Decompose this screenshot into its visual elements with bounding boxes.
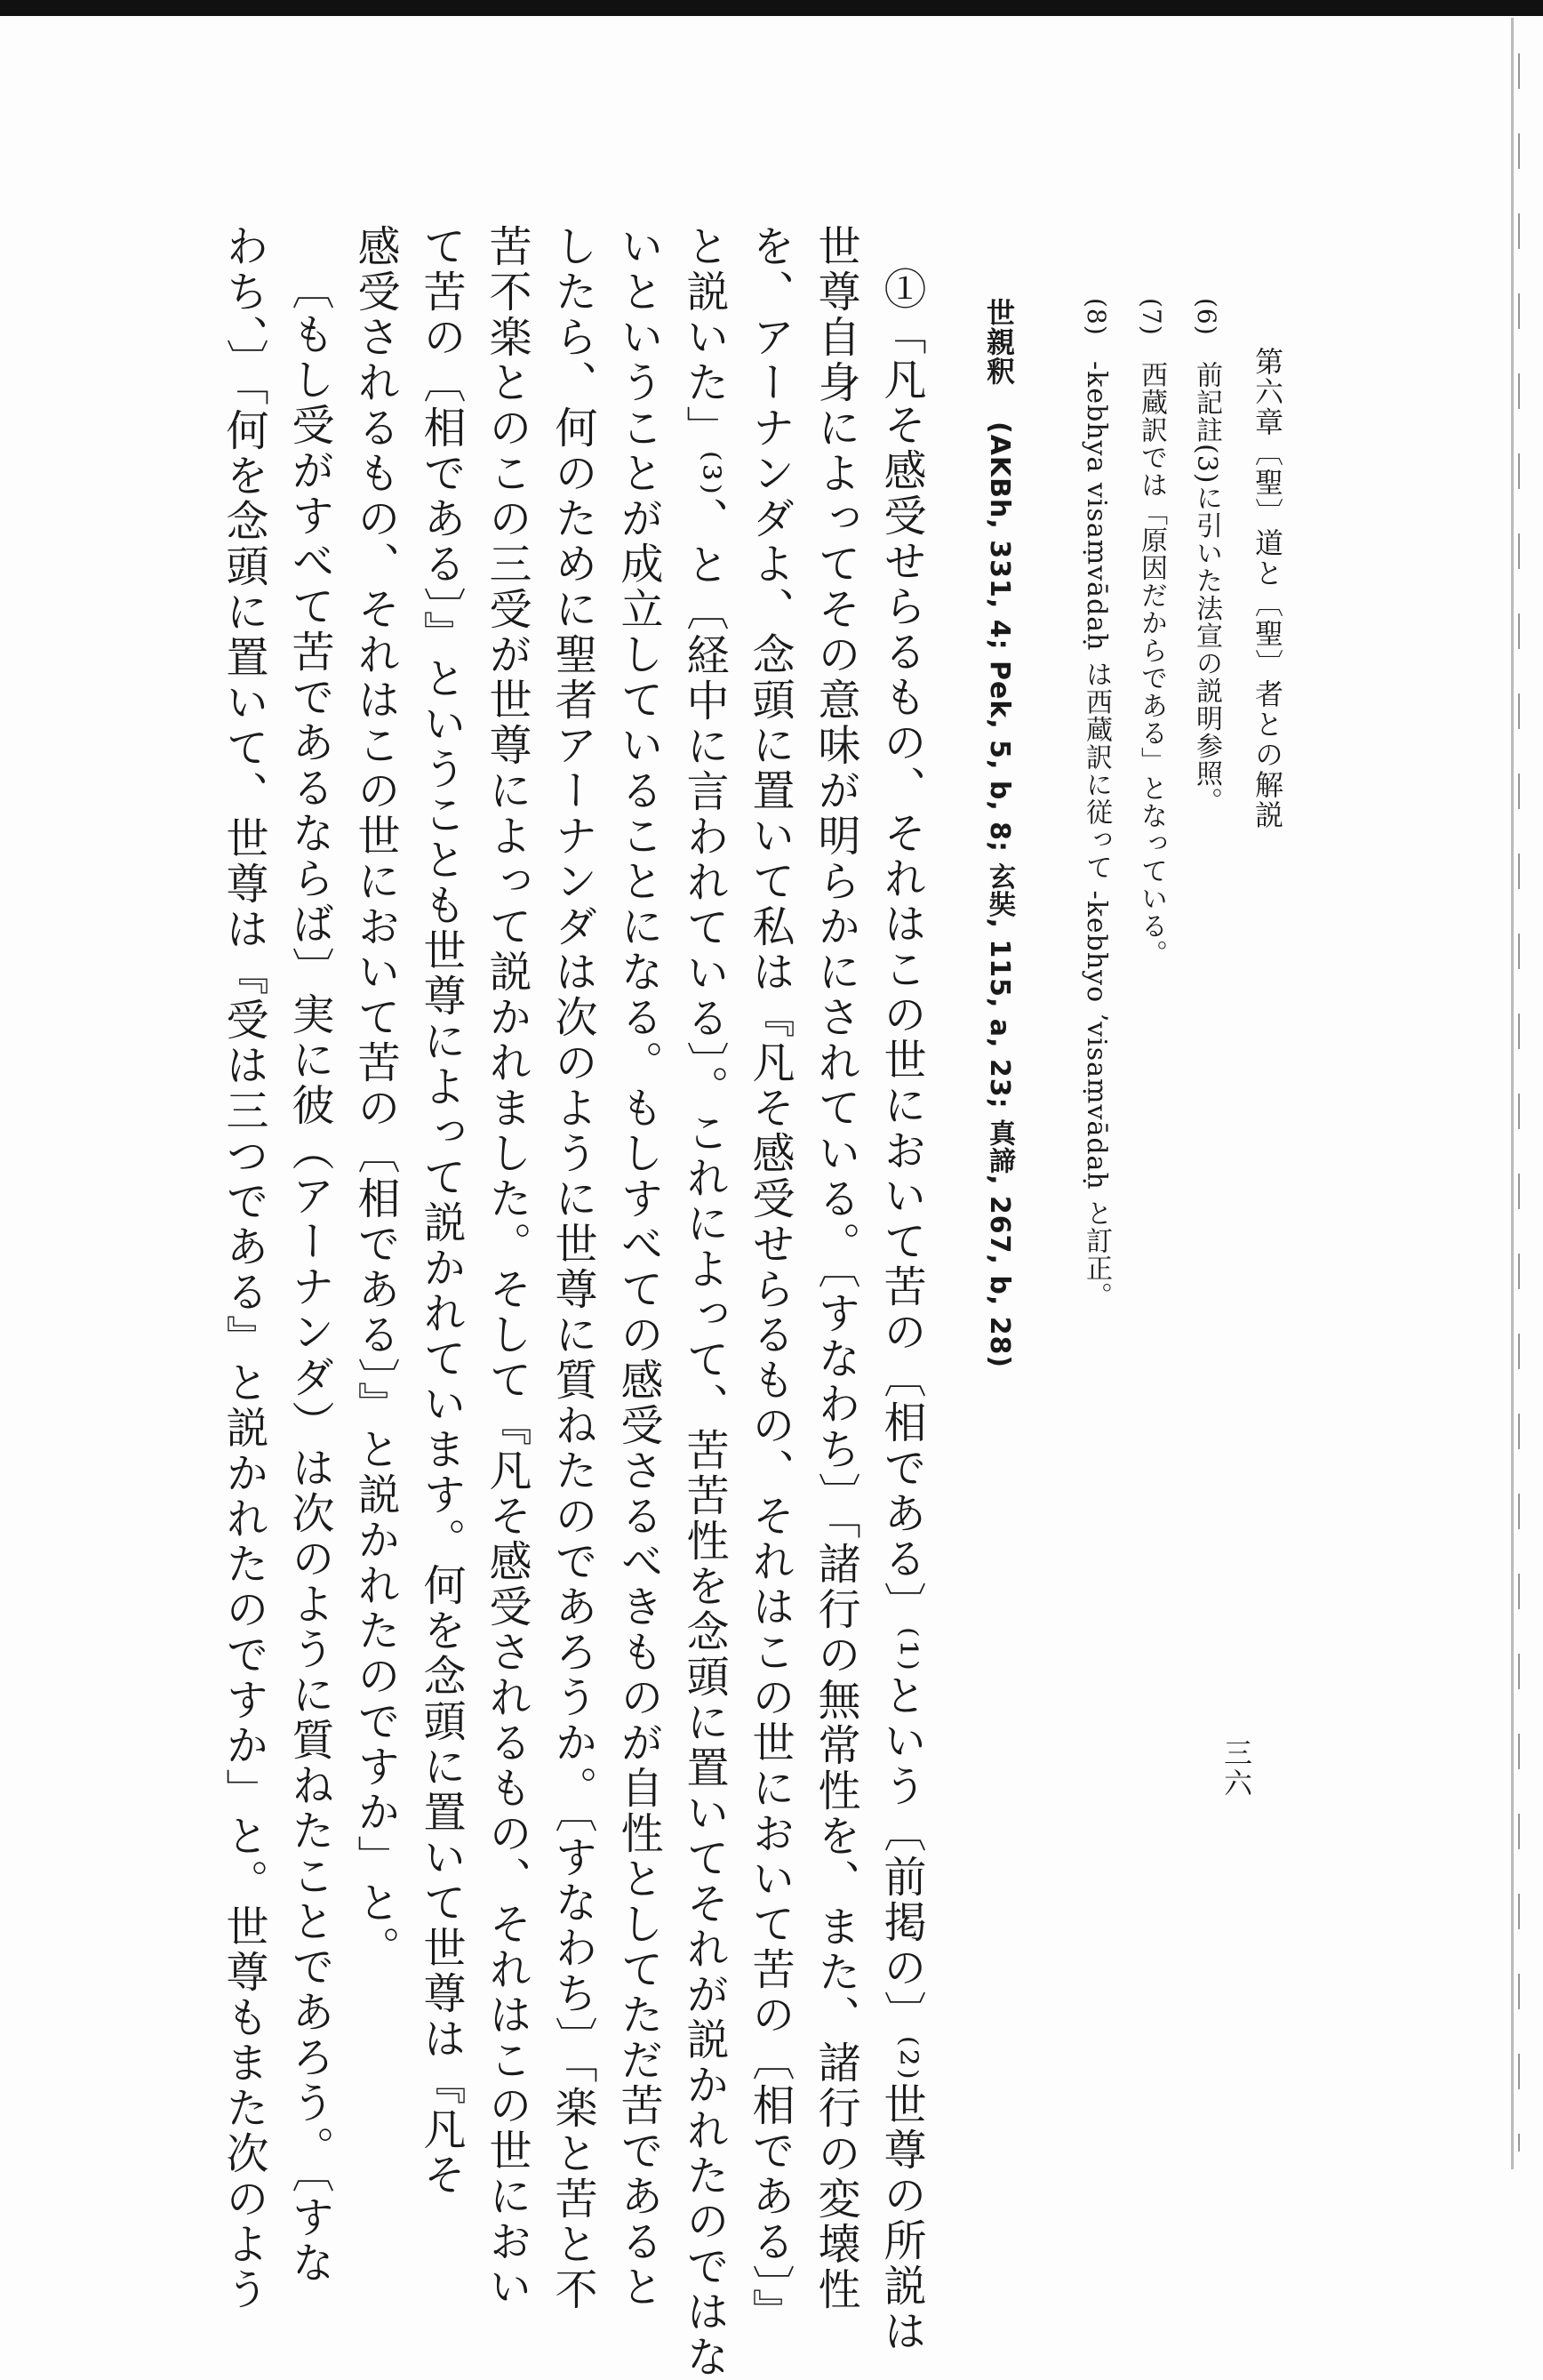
body-line-10: 〔もし受がすべて苦であるならば〕実に彼（アーナンダ）は次のように質ねたことであろう。〔すな xyxy=(284,267,334,2286)
body-line-5: いということが成立していることになる。もしすべての感受さるべきものが自性としてただ苦であると xyxy=(613,224,663,2310)
footnote-text: 前記註(3)に引いた法宣の説明参照。 xyxy=(1191,361,1222,815)
footnote-7 xyxy=(1136,298,1167,968)
binding-marks xyxy=(1518,53,1520,2152)
body-line-1: ①「凡そ感受せらるもの、それはこの世において苦の〔相である〕⁽¹⁾という〔前掲の〕⁽²⁾世尊の所説は xyxy=(876,267,926,2354)
body-line-6: したら、何のために聖者アーナンダは次のように世尊に質ねたのであろうか。〔すなわち〕「楽と苦と不 xyxy=(548,224,597,2312)
page-number: 三六 xyxy=(1219,1738,1253,1799)
page-edge xyxy=(1511,18,1514,2169)
body-line-11: わち、〕「何を念頭に置いて、世尊は『受は三つである』と説かれたのですか」と。世尊もまた次のよう xyxy=(219,224,268,2312)
footnote-text: -kebhya visaṃvādaḥ は西蔵訳に従って -kebhyo ʼvisaṃvādaḥ と訂正。 xyxy=(1081,361,1112,1310)
body-line-3: を、アーナンダよ、念頭に置いて私は『凡そ感受せらるもの、それはこの世において苦の〔相である〕』 xyxy=(745,224,795,2334)
footnote-8 xyxy=(1081,298,1112,1310)
footnote-number: (8) xyxy=(1082,298,1111,336)
footnote-number: (6) xyxy=(1192,298,1221,336)
footnote-number: (7) xyxy=(1137,298,1166,336)
footnote-6 xyxy=(1191,298,1222,815)
body-line-8: て苦の〔相である〕』ということも世尊によって説かれています。何を念頭に置いて世尊は『凡そ xyxy=(416,224,466,2198)
body-line-9: 感受されるもの、それはこの世において苦の〔相である〕』と説かれたのですか」と。 xyxy=(350,224,400,1971)
body-line-4: と説いた」⁽³⁾、と〔経中に言われている〕。これによって、苦苦性を念頭に置いてそれが説かれたのではな xyxy=(679,224,729,2380)
chapter-title: 第六章〔聖〕道と〔聖〕者との解説 xyxy=(1251,347,1284,830)
footnote-text: 西蔵訳では「原因だからである」となっている。 xyxy=(1136,361,1167,968)
section-heading xyxy=(982,298,1016,1369)
section-reference: (AKBh, 331, 4; Pek, 5, b, 8; 玄奘, 115, a, 23; 真諦, 267, b, 28) xyxy=(984,421,1015,1369)
scan-top-border xyxy=(0,0,1543,16)
body-line-7: 苦不楽とのこの三受が世尊によって説かれました。そして『凡そ感受されるもの、それはこの世におい xyxy=(482,224,532,2310)
section-label: 世親釈 xyxy=(982,298,1016,386)
body-line-2: 世尊自身によってその意味が明らかにされている。〔すなわち〕「諸行の無常性を、また、諸行の変壊性 xyxy=(811,224,860,2312)
